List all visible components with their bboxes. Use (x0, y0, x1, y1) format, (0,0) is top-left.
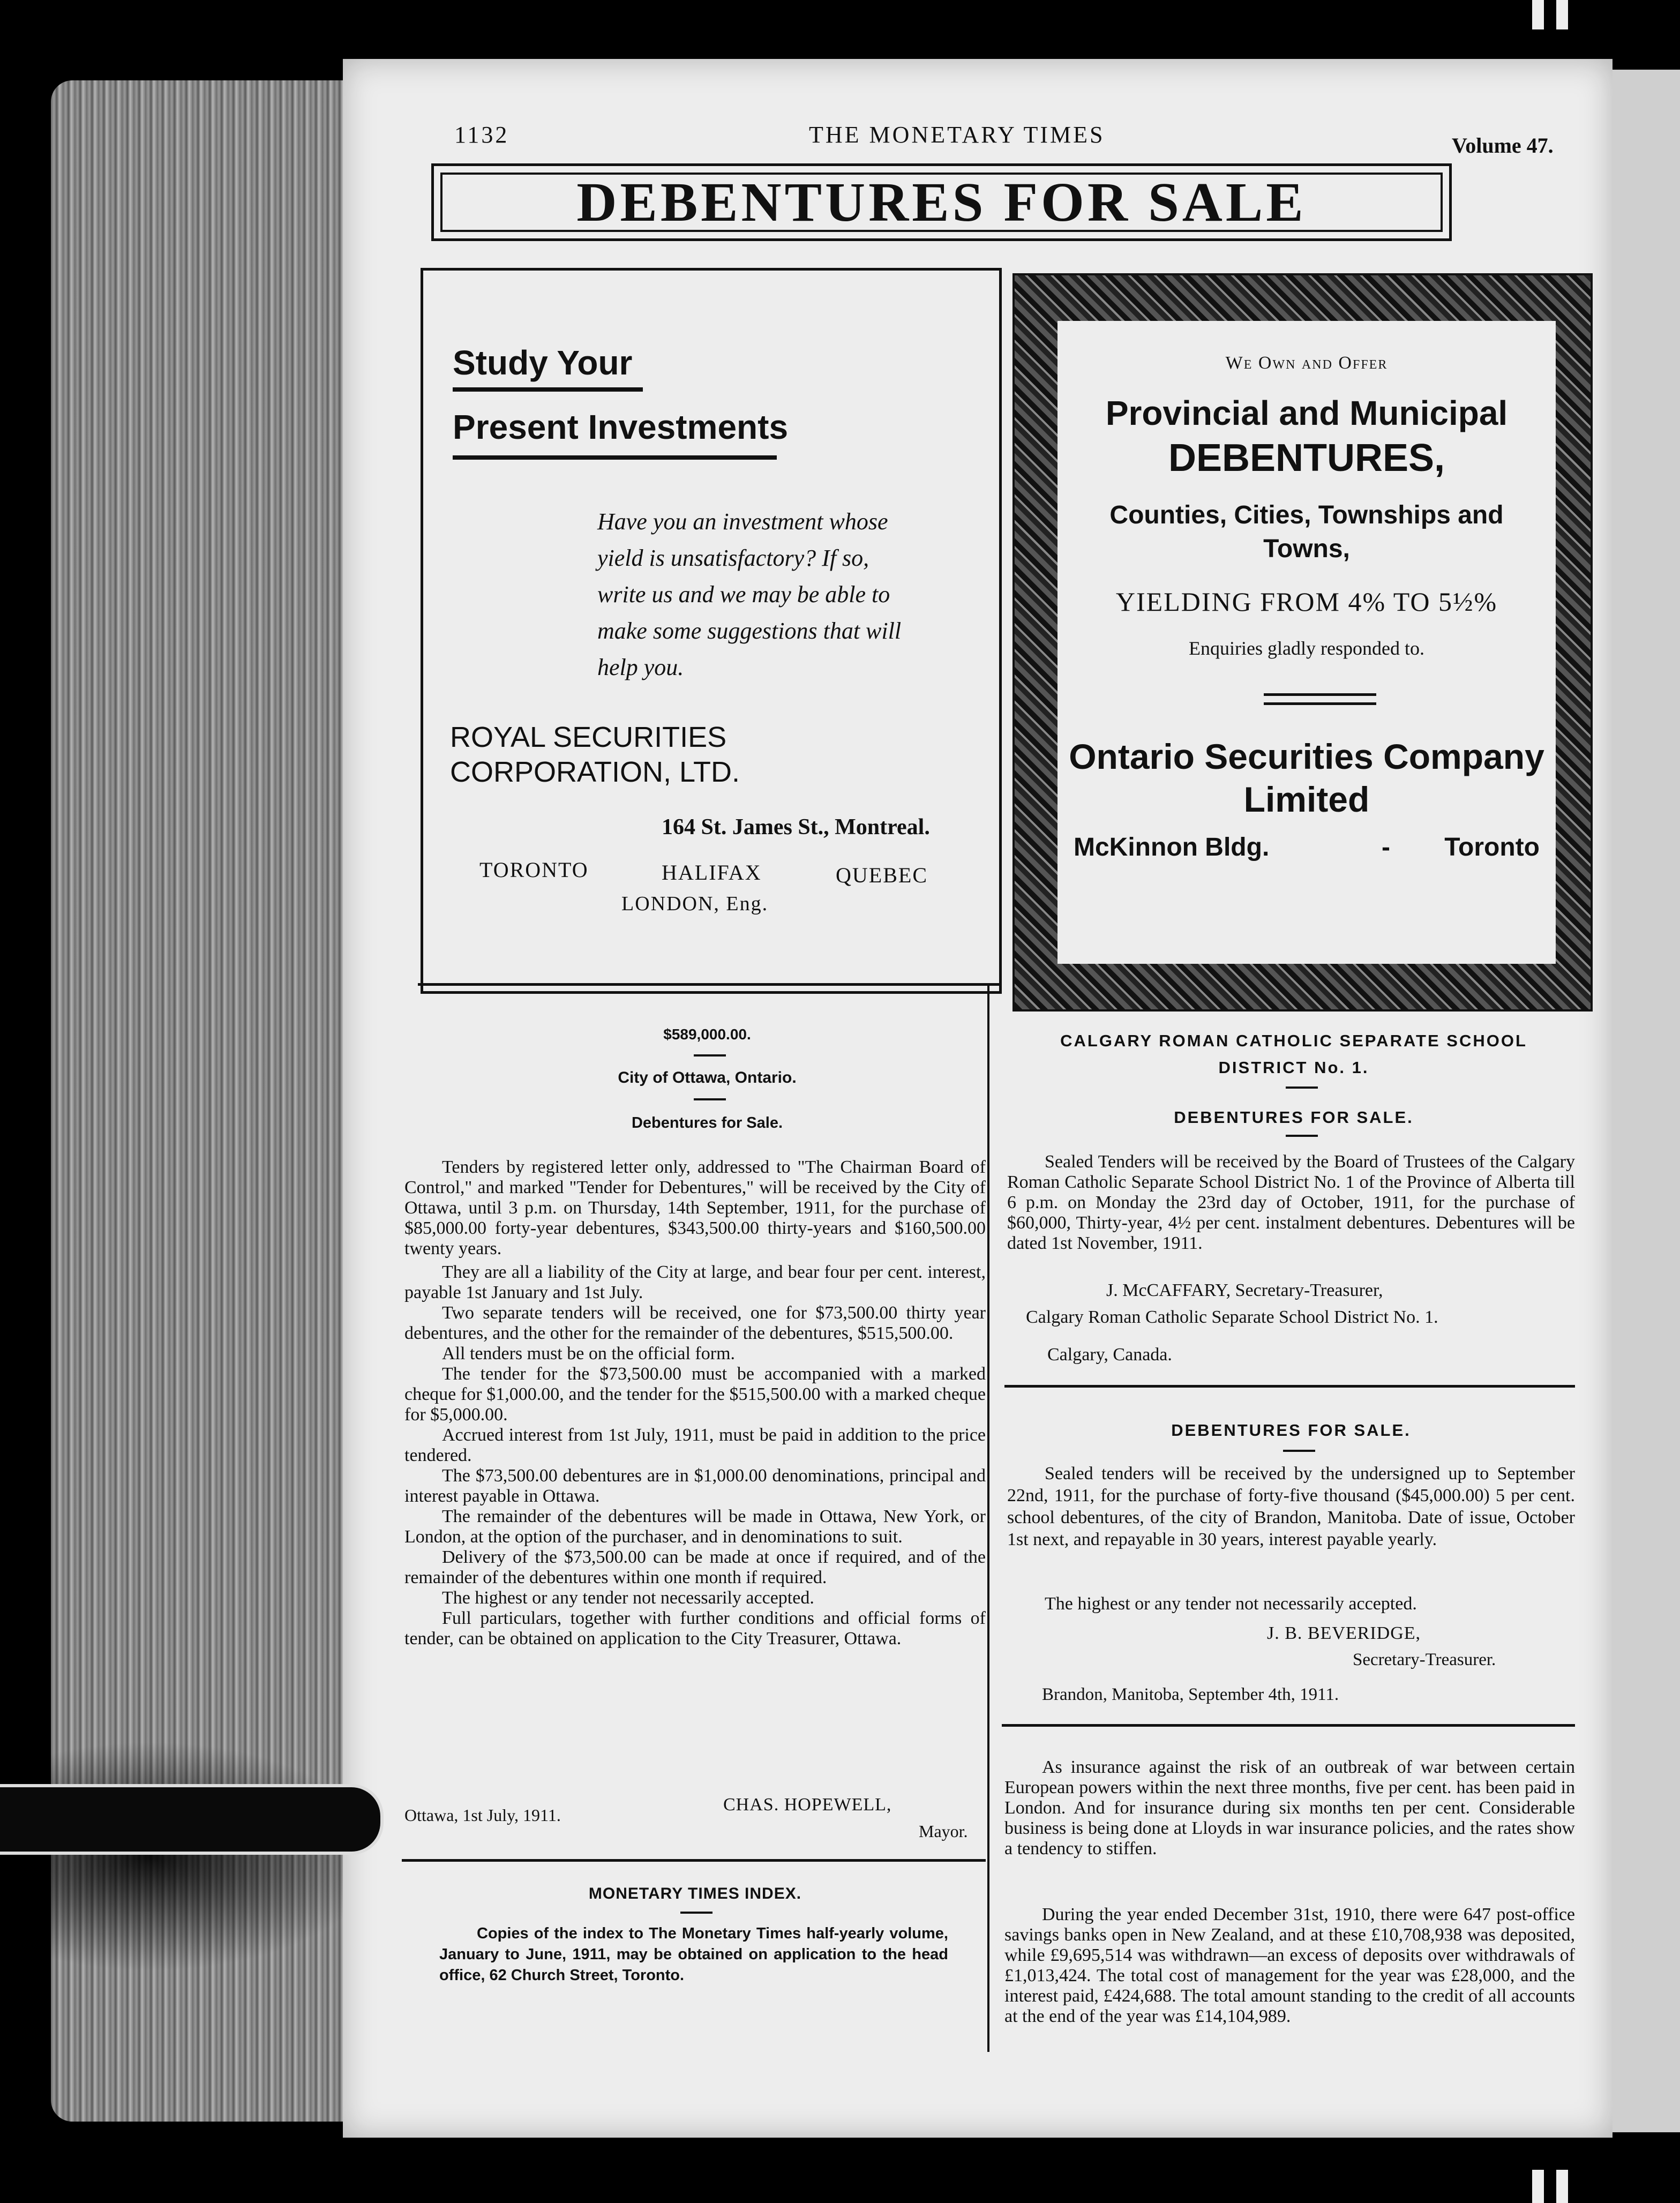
ottawa-subhead: Debentures for Sale. (631, 1114, 783, 1132)
office-london: LONDON, Eng. (621, 893, 769, 915)
ad-company-2: Limited (1243, 780, 1370, 819)
royal-securities-ad (421, 268, 1002, 994)
ad-building: McKinnon Bldg. (1074, 833, 1270, 861)
paragraph: They are all a liability of the City at large, and bear four per cent. interest, payable 1st January and 1st July. (404, 1262, 986, 1302)
ad-company-1: Ontario Securities Company (1069, 737, 1544, 776)
paragraph: The tender for the $73,500.00 must be accompanied with a marked cheque for $1,000.00, and the tender for the $515,500.00 with a marked cheque for $5,000.00. (404, 1364, 986, 1425)
ottawa-signer-title: Mayor. (919, 1822, 968, 1841)
calgary-subhead: DEBENTURES FOR SALE. (1174, 1108, 1414, 1127)
ottawa-date: Ottawa, 1st July, 1911. (404, 1805, 561, 1825)
office-halifax: HALIFAX (662, 860, 762, 885)
brandon-subhead: DEBENTURES FOR SALE. (1171, 1421, 1411, 1440)
ad-city: Toronto (1444, 833, 1540, 861)
news-nz-savings-banks: During the year ended December 31st, 1910, there were 647 post-office savings banks open in New Zealand, and at these £10,708,938 was deposited, while £9,695,514 was withdrawn—an excess of deposits over withdrawals of £1,013,424. The total cost of management for the year was £28,000, and the interest paid, £424,688. The total amount standing to the credit of all accounts at the end of the year was £14,104,989. (1004, 1905, 1575, 2026)
section-rule (1004, 1385, 1575, 1388)
film-mark (1556, 2170, 1568, 2203)
ad-desc-1: Counties, Cities, Townships and (1109, 501, 1504, 529)
ad-pitch: Have you an investment whose yield is unsatisfactory? If so, write us and we may be able to make some suggestions that will help you. (597, 508, 902, 680)
masthead-title: THE MONETARY TIMES (809, 122, 1105, 148)
ad-heading-1: Study Your (453, 343, 633, 382)
ad-dash: - (1382, 833, 1390, 861)
banner (431, 163, 1452, 241)
ottawa-notice-body (404, 1157, 986, 1649)
film-mark (1532, 0, 1544, 29)
company-address: 164 St. James St., Montreal. (662, 815, 930, 840)
paragraph: Two separate tenders will be received, one for $73,500.00 thirty year debentures, and the other for the remainder of the debentures, $515,500.00. (404, 1303, 986, 1343)
calgary-org: Calgary Roman Catholic Separate School District No. 1. (1026, 1307, 1438, 1327)
ad-yield: YIELDING FROM 4% TO 5½% (1115, 587, 1498, 617)
facing-page-edge (1612, 70, 1680, 2132)
brandon-body: Sealed tenders will be received by the undersigned up to September 22nd, 1911, for the purchase of forty-five thousand ($45,000.00) 5 per cent. school debentures, of the city of Brandon, Manitoba. Date of issue, October 1st next, and repayable in 30 years, interest payable yearly. (1007, 1464, 1575, 1549)
heading-underline (453, 455, 777, 460)
ottawa-amount: $589,000.00. (663, 1026, 751, 1043)
volume-label: Volume 47. (1452, 133, 1554, 158)
short-rule (694, 1054, 726, 1056)
paragraph: Accrued interest from 1st July, 1911, must be paid in addition to the price tendered. (404, 1425, 986, 1465)
ottawa-city: City of Ottawa, Ontario. (618, 1069, 797, 1086)
paragraph: The $73,500.00 debentures are in $1,000.00 denominations, principal and interest payable in Ottawa. (404, 1466, 986, 1506)
brandon-note: The highest or any tender not necessarily accepted. (1045, 1594, 1417, 1614)
calgary-body: Sealed Tenders will be received by the Board of Trustees of the Calgary Roman Catholic Separate School District No. 1 of the Province of Alberta till 6 p.m. on Monday the 23rd day of October, 1911, for the purchase of $60,000, Thirty-year, 4½ per cent. instalment debentures. Debentures will be dated 1st November, 1911. (1007, 1152, 1575, 1253)
divider (1264, 693, 1376, 696)
brandon-signer-title: Secretary-Treasurer. (1353, 1650, 1496, 1669)
paragraph: The remainder of the debentures will be made in Ottawa, New York, or London, at the option of the purchaser, and in denominations to suit. (404, 1507, 986, 1547)
calgary-signer: J. McCAFFARY, Secretary-Treasurer, (1106, 1280, 1383, 1300)
short-rule (694, 1098, 726, 1100)
banner-title: DEBENTURES FOR SALE (440, 173, 1443, 232)
film-mark (1556, 0, 1568, 29)
index-body: Copies of the index to The Monetary Times half-yearly volume, January to June, 1911, may be obtained on application to the head office, 62 Church Street, Toronto. (439, 1925, 948, 1984)
calgary-title-2: DISTRICT No. 1. (1218, 1058, 1369, 1077)
ad-title-1: Provincial and Municipal (1105, 394, 1508, 432)
paragraph: Full particulars, together with further conditions and official forms of tender, can be obtained on application to the City Treasurer, Ottawa. (404, 1608, 986, 1648)
paragraph: Delivery of the $73,500.00 can be made at once if required, and of the remainder of the debentures within one month if required. (404, 1547, 986, 1587)
ad-desc-2: Towns, (1263, 535, 1350, 563)
company-name-2: CORPORATION, LTD. (450, 756, 740, 788)
paragraph: Tenders by registered letter only, addressed to "The Chairman Board of Control," and marked "Tender for Debentures," will be received by the City of Ottawa, until 3 p.m. on Thursday, 14th September, 1911, for the purchase of $85,000.00 forty-year debentures, $343,500.00 thirty-years and $160,500.00 twenty years. (404, 1157, 986, 1258)
paragraph: All tenders must be on the official form. (442, 1344, 736, 1363)
news-war-insurance: As insurance against the risk of an outbreak of war between certain European powers within the next three months, five per cent. has been paid in London. And for insurance during six months ten per cent. Considerable business is being done at Lloyds in war insurance policies, and the rates show a tendency to stiffen. (1004, 1757, 1575, 1859)
short-rule (1286, 1135, 1318, 1137)
ad-offer: We Own and Offer (1225, 353, 1388, 373)
ad-heading-2: Present Investments (453, 408, 789, 446)
page-number: 1132 (454, 122, 509, 148)
ad-title-2: DEBENTURES, (1168, 437, 1445, 479)
section-rule (402, 1859, 986, 1862)
brandon-place-date: Brandon, Manitoba, September 4th, 1911. (1042, 1685, 1339, 1704)
office-quebec: QUEBEC (836, 863, 928, 887)
heading-underline (453, 387, 643, 392)
index-title: MONETARY TIMES INDEX. (588, 1885, 802, 1902)
column-divider (987, 986, 989, 2052)
short-rule (1283, 1450, 1315, 1452)
company-name-1: ROYAL SECURITIES (450, 721, 727, 753)
ottawa-signer: CHAS. HOPEWELL, (723, 1795, 892, 1815)
divider (1264, 702, 1376, 705)
section-rule (1002, 1724, 1575, 1727)
ontario-securities-ad (1012, 273, 1593, 1011)
calgary-place: Calgary, Canada. (1047, 1345, 1172, 1365)
shadow (51, 1741, 383, 1972)
brandon-signer: J. B. BEVERIDGE, (1267, 1623, 1421, 1643)
film-mark (1532, 2170, 1544, 2203)
page-clip (0, 1784, 384, 1855)
office-toronto: TORONTO (479, 858, 589, 882)
short-rule (680, 1912, 712, 1914)
short-rule (1286, 1086, 1318, 1089)
section-rule (418, 983, 1002, 986)
paragraph: The highest or any tender not necessarily accepted. (442, 1588, 814, 1608)
ad-enquiries: Enquiries gladly responded to. (1189, 638, 1424, 659)
calgary-title-1: CALGARY ROMAN CATHOLIC SEPARATE SCHOOL (1060, 1031, 1527, 1050)
